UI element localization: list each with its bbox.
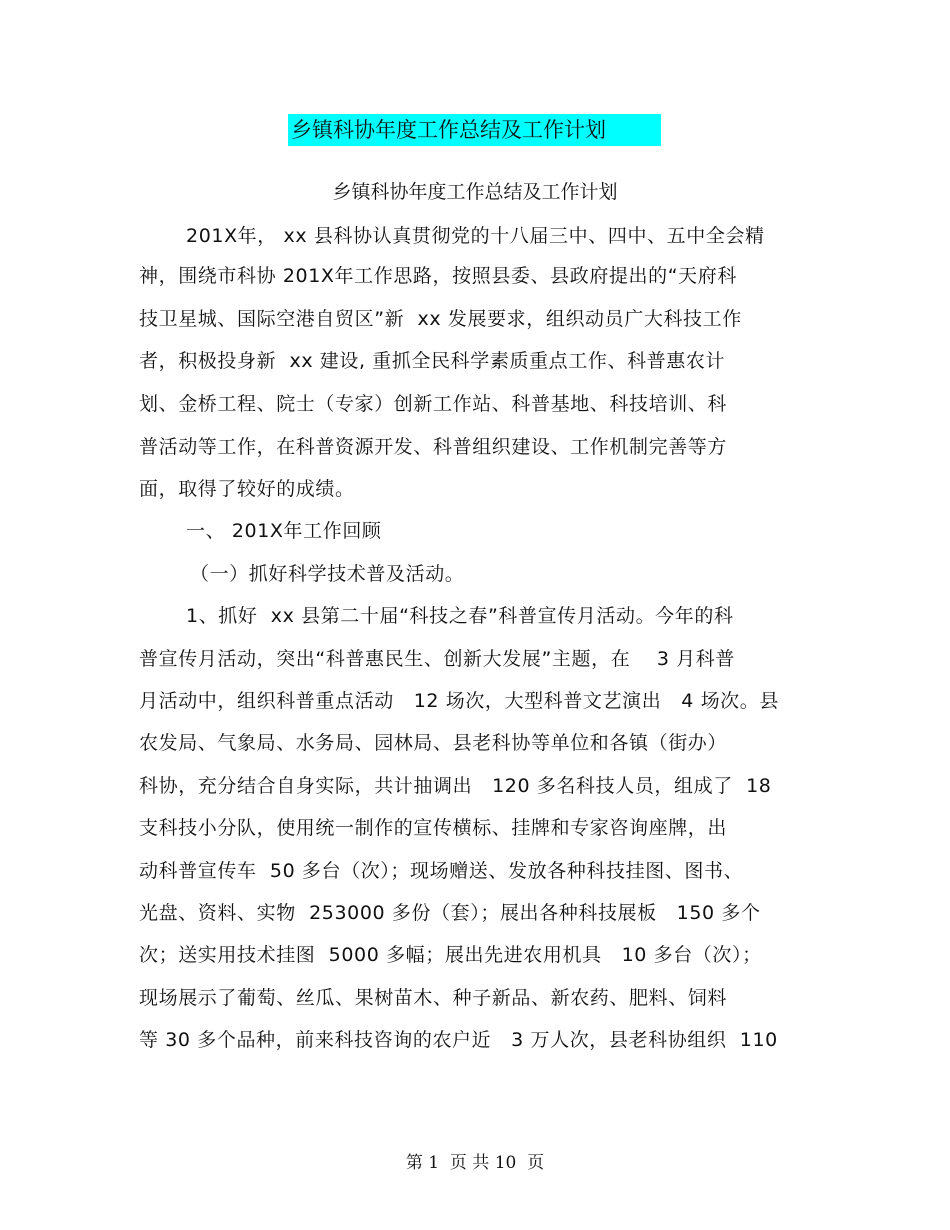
paragraph-line: 月活动中，组织科普重点活动 12 场次，大型科普文艺演出 4 场次。县 xyxy=(139,690,779,712)
document-subtitle: 乡镇科协年度工作总结及工作计划 xyxy=(332,181,618,203)
paragraph-line: 等 30 多个品种，前来科技咨询的农户近 3 万人次，县老科协组织 110 xyxy=(139,1029,778,1051)
paragraph-line: 现场展示了葡萄、丝瓜、果树苗木、种子新品、新农药、肥料、饲料 xyxy=(139,987,728,1009)
paragraph-line: 201X年， xx 县科协认真贯彻党的十八届三中、四中、五中全会精 xyxy=(186,225,765,247)
paragraph-line: 次；送实用技术挂图 5000 多幅；展出先进农用机具 10 多台（次）； xyxy=(139,944,762,966)
paragraph-line: 光盘、资料、实物 253000 多份（套）；展出各种科技展板 150 多个 xyxy=(139,902,761,924)
paragraph-line: 普活动等工作，在科普资源开发、科普组织建设、工作机制完善等方 xyxy=(139,436,728,458)
section-heading: 一、 201X年工作回顾 xyxy=(186,520,382,542)
paragraph-line: 普宣传月活动，突出“科普惠民生、创新大发展”主题，在 3 月科普 xyxy=(139,648,735,670)
paragraph-line: 1、抓好 xx 县第二十届“科技之春”科普宣传月活动。今年的科 xyxy=(186,605,734,627)
paragraph-line: 科协，充分结合自身实际，共计抽调出 120 多名科技人员，组成了 18 xyxy=(139,775,772,797)
document-title: 乡镇科协年度工作总结及工作计划 xyxy=(288,114,661,146)
paragraph-line: 者，积极投身新 xx 建设, 重抓全民科学素质重点工作、科普惠农计 xyxy=(139,350,726,372)
paragraph-line: 技卫星城、国际空港自贸区”新 xx 发展要求，组织动员广大科技工作 xyxy=(139,308,742,330)
paragraph-line: 动科普宣传车 50 多台（次）；现场赠送、发放各种科技挂图、图书、 xyxy=(139,860,744,882)
paragraph-line: 神，围绕市科协 201X年工作思路，按照县委、县政府提出的“天府科 xyxy=(139,265,737,287)
subsection-heading: （一）抓好科学技术普及活动。 xyxy=(190,563,465,585)
paragraph-line: 农发局、气象局、水务局、园林局、县老科协等单位和各镇（街办） xyxy=(139,732,728,754)
paragraph-line: 面，取得了较好的成绩。 xyxy=(139,478,355,500)
paragraph-line: 支科技小分队，使用统一制作的宣传横标、挂牌和专家咨询座牌，出 xyxy=(139,817,728,839)
page-number: 第 1 页 共 10 页 xyxy=(405,1153,545,1173)
paragraph-line: 划、金桥工程、院士（专家）创新工作站、科普基地、科技培训、科 xyxy=(139,393,728,415)
